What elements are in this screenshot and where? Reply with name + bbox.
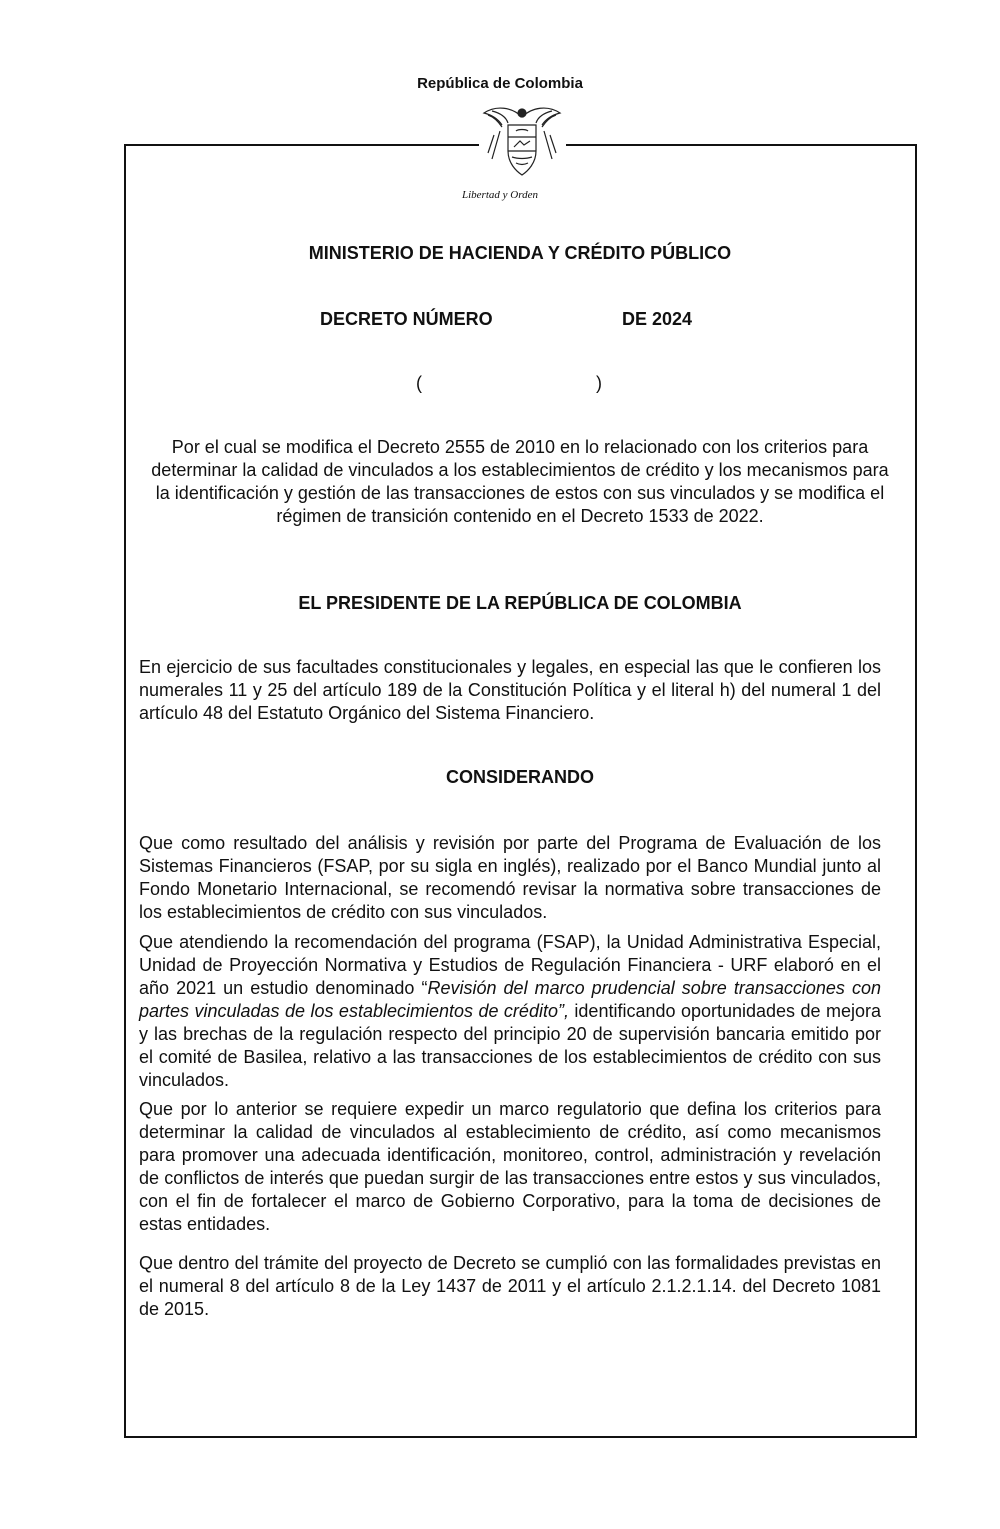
- frame-border-left: [124, 144, 126, 1438]
- consideration-2-intro: Que atendiendo la recomendación del programa (FSAP), la Unidad Administrativa Especial, Unidad de Proyección Normativa y Estudios de Regulación Financiera - URF elaboró en el año 2021 un estudio denominado “: [139, 932, 881, 998]
- president-heading: EL PRESIDENTE DE LA REPÚBLICA DE COLOMBIA: [298, 593, 742, 613]
- decree-date-placeholder: [0, 373, 1000, 397]
- frame-border-top-right: [566, 144, 917, 146]
- exercise-paragraph: En ejercicio de sus facultades constitucionales y legales, en especial las que le confieren los numerales 11 y 25 del artículo 189 de la Constitución Política y el literal h) del numeral 1 del artículo 48 del Estatuto Orgánico del Sistema Financiero.: [139, 657, 881, 723]
- consideration-paragraph-2: [139, 931, 881, 1092]
- paren-close: ): [596, 373, 602, 393]
- frame-border-top-left: [124, 144, 479, 146]
- study-title: Revisión del marco prudencial sobre transacciones con partes vinculadas de los establecimientos de crédito”,: [139, 978, 881, 1021]
- frame-border-bottom: [124, 1436, 917, 1438]
- ministry-title: MINISTERIO DE HACIENDA Y CRÉDITO PÚBLICO: [308, 243, 732, 263]
- decree-number-line: [0, 309, 1000, 333]
- coat-of-arms-icon: [478, 101, 566, 185]
- paren-open: (: [416, 373, 422, 393]
- decree-number-label: DECRETO NÚMERO: [320, 309, 493, 329]
- national-motto: Libertad y Orden: [462, 189, 538, 201]
- consideration-2-rest: identificando oportunidades de mejora y las brechas de la regulación respecto del principio 20 de supervisión bancaria emitido por el comité de Basilea, relativo a las transacciones de los establecimientos de crédito con sus vinculados.: [139, 1001, 881, 1090]
- consideration-paragraph-1: Que como resultado del análisis y revisión por parte del Programa de Evaluación de los Sistemas Financieros (FSAP, por su sigla en inglés), realizado por el Banco Mundial junto al Fondo Monetario Internacional, se recomendó revisar la normativa sobre transacciones de los establecimientos de crédito con sus vinculados.: [139, 833, 881, 922]
- decree-year-label: DE 2024: [622, 309, 693, 329]
- frame-border-right: [915, 144, 917, 1438]
- consideration-paragraph-4: Que dentro del trámite del proyecto de Decreto se cumplió con las formalidades previstas en el numeral 8 del artículo 8 de la Ley 1437 de 2011 y el artículo 2.1.2.1.14. del Decreto 1081 de 2015.: [139, 1253, 881, 1319]
- considerando-heading: CONSIDERANDO: [445, 767, 594, 787]
- decree-summary: Por el cual se modifica el Decreto 2555 de 2010 en lo relacionado con los criterios para determinar la calidad de vinculados a los establecimientos de crédito y los mecanismos para la identificación y gestión de las transacciones de estos con sus vinculados y se modifica el régimen de transición contenido en el Decreto 1533 de 2022.: [151, 437, 889, 526]
- country-header: República de Colombia: [417, 75, 583, 92]
- consideration-paragraph-3: Que por lo anterior se requiere expedir un marco regulatorio que defina los criterios para determinar la calidad de vinculados al establecimiento de crédito, así como mecanismos para promover una adecuada identificación, monitoreo, control, administración y revelación de conflictos de interés que puedan surgir de las transacciones entre estos y sus vinculados, con el fin de fortalecer el marco de Gobierno Corporativo, para la toma de decisiones de estas entidades.: [139, 1099, 881, 1234]
